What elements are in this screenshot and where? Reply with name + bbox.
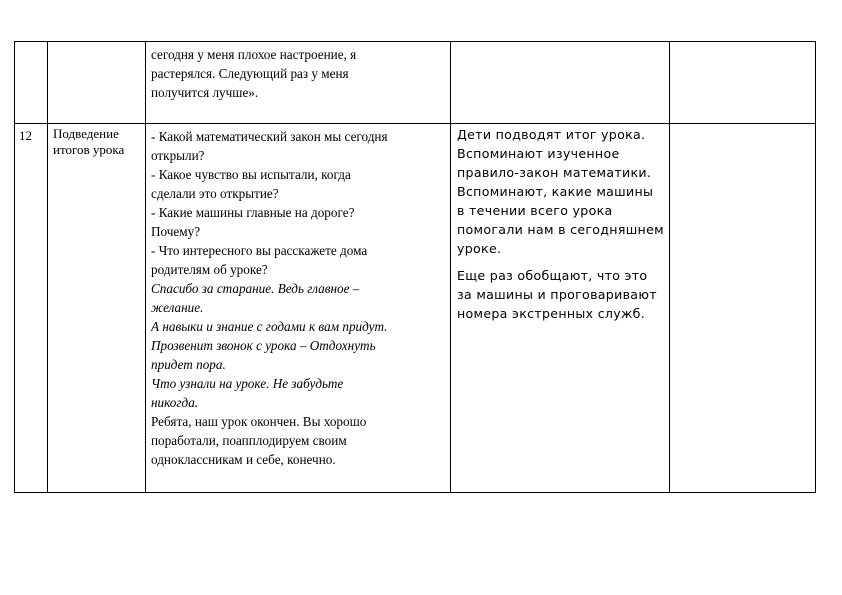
teacher-line: - Какие машины главные на дороге? [151, 205, 355, 220]
teacher-line: Ребята, наш урок окончен. Вы хорошо [151, 414, 367, 429]
pupil-activity-cell [451, 124, 670, 493]
stage-cell: Подведение итогов урока [48, 124, 146, 493]
teacher-line: получится лучше». [151, 85, 259, 100]
pupil-activity-cell [451, 42, 670, 124]
pupil-activity-paragraph: Еще раз обобщают, что это за машины и проговаривают номера экстренных служб. [457, 268, 657, 321]
teacher-line: одноклассникам и себе, конечно. [151, 452, 336, 467]
notes-cell [670, 124, 816, 493]
teacher-line: поработали, поапплодируем своим [151, 433, 347, 448]
teacher-line: - Какое чувство вы испытали, когда [151, 167, 351, 182]
teacher-activity-cell [146, 42, 451, 124]
teacher-line: сегодня у меня плохое настроение, я [151, 47, 357, 62]
teacher-italic-line: придет пора. [151, 357, 226, 372]
step-number-cell: 12 [15, 124, 48, 493]
teacher-line: - Что интересного вы расскажете дома [151, 243, 368, 258]
teacher-italic-line: Прозвенит звонок с урока – Отдохнуть [151, 338, 376, 353]
teacher-line: родителям об уроке? [151, 262, 268, 277]
teacher-italic-line: Что узнали на уроке. Не забудьте [151, 376, 344, 391]
teacher-italic-line: Спасибо за старание. Ведь главное – [151, 281, 360, 296]
step-number-cell [15, 42, 48, 124]
table-row [15, 42, 816, 124]
teacher-italic-line: никогда. [151, 395, 199, 410]
teacher-line: - Какой математический закон мы сегодня [151, 129, 388, 144]
lesson-plan-table [14, 41, 816, 493]
teacher-italic-line: желание. [151, 300, 204, 315]
teacher-line: растерялся. Следующий раз у меня [151, 66, 349, 81]
notes-cell [670, 42, 816, 124]
teacher-line: Почему? [151, 224, 201, 239]
teacher-italic-line: А навыки и знание с годами к вам придут. [151, 319, 388, 334]
table-row [15, 124, 816, 493]
stage-cell [48, 42, 146, 124]
teacher-line: открыли? [151, 148, 205, 163]
teacher-activity-cell [146, 124, 451, 493]
pupil-activity-paragraph: Дети подводят итог урока. Вспоминают изученное правило-закон математики. Вспоминают, какие машины в течении всего урока помогали нам в сегодняшнем уроке. [457, 127, 664, 256]
teacher-line: сделали это открытие? [151, 186, 279, 201]
